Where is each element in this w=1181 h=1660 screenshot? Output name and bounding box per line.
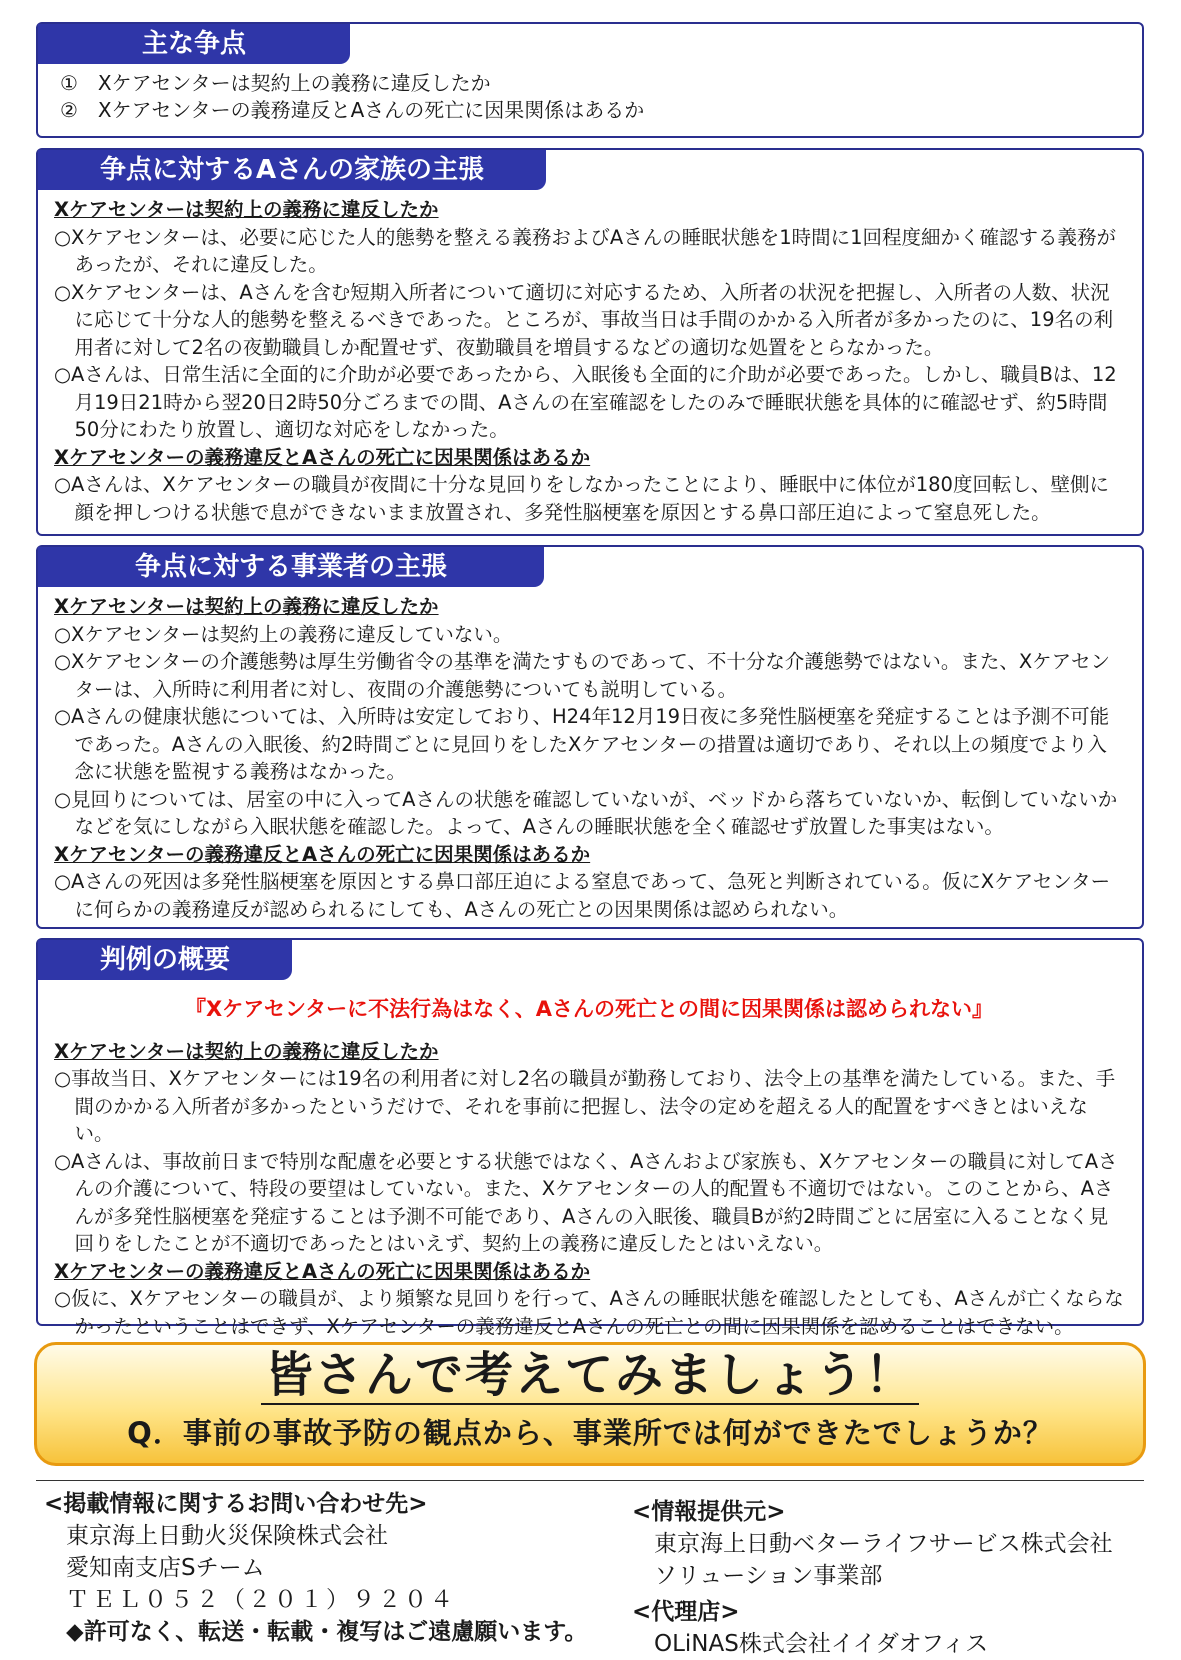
issues-section bbox=[36, 22, 1144, 138]
provider-company: 東京海上日動ベターライフサービス株式会社 bbox=[654, 1531, 1113, 1557]
discussion-banner bbox=[34, 1342, 1146, 1466]
family-para: ○Aさんは、Xケアセンターの職員が夜間に十分な見回りをしなかったことにより、睡眠中に体位が180度回転し、壁側に顔を押しつける状態で息ができないまま放置され、多発性脳梗塞を原因とする鼻口部圧迫によって窒息死した。 bbox=[54, 473, 1109, 524]
operator-subheading-duty: Xケアセンターは契約上の義務に違反したか bbox=[54, 595, 439, 618]
operator-subheading-causation: Xケアセンターの義務違反とAさんの死亡に因果関係はあるか bbox=[54, 842, 591, 866]
provider-info bbox=[632, 1496, 1113, 1660]
ruling-body bbox=[54, 990, 1124, 1340]
family-claim-header: 争点に対するAさんの家族の主張 bbox=[38, 150, 546, 190]
banner-question: Q．事前の事故予防の観点から、事業所では何ができたでしょうか？ bbox=[127, 1416, 1053, 1450]
footer-divider bbox=[36, 1480, 1144, 1481]
operator-para: ○見回りについては、居室の中に入ってAさんの状態を確認していないが、ベッドから落ちていないか、転倒していないかなどを気にしながら入眠状態を確認した。よって、Aさんの睡眠状態を全く確認せず放置した事実はない。 bbox=[54, 787, 1118, 838]
operator-para: ○Xケアセンターは契約上の義務に違反していない。 bbox=[54, 622, 513, 646]
family-para: ○Aさんは、日常生活に全面的に介助が必要であったから、入眠後も全面的に介助が必要であった。しかし、職員Bは、12月19日21時から翌20日2時50分ごろまでの間、Aさんの在室確認をしたのみで睡眠状態を具体的に確認せず、約5時間50分にわたり放置し、適切な対応をしなかった。 bbox=[54, 363, 1117, 441]
operator-para: ○Aさんの死因は多発性脳梗塞を原因とする鼻口部圧迫による窒息であって、急死と判断されている。仮にXケアセンターに何らかの義務違反が認められるにしても、Aさんの死亡との因果関係は認められない。 bbox=[54, 870, 1111, 921]
ruling-header: 判例の概要 bbox=[38, 940, 292, 980]
contact-tel: ＴＥＬ０５２（２０１）９２０４ bbox=[66, 1587, 456, 1613]
contact-heading: <掲載情報に関するお問い合わせ先> bbox=[44, 1491, 428, 1517]
family-subheading-duty: Xケアセンターは契約上の義務に違反したか bbox=[54, 198, 439, 221]
ruling-verdict: 『Xケアセンターに不法行為はなく、Aさんの死亡との間に因果関係は認められない』 bbox=[185, 997, 993, 1021]
agency-name: OLiNAS株式会社イイダオフィス bbox=[654, 1631, 989, 1657]
family-para: ○Xケアセンターは、Aさんを含む短期入所者について適切に対応するため、入所者の状況を把握し、入所者の人数、状況に応じて十分な人的態勢を整えるべきであった。ところが、事故当日は手間のかかる入所者が多かったのに、19名の利用者に対して2名の夜勤職員しか配置せず、夜勤職員を増員するなどの適切な処置をとらなかった。 bbox=[54, 280, 1114, 359]
issue-item: ① Xケアセンターは契約上の義務に違反したか bbox=[60, 71, 491, 95]
agency-heading: <代理店> bbox=[632, 1599, 740, 1625]
issues-header: 主な争点 bbox=[38, 24, 350, 64]
provider-heading: <情報提供元> bbox=[632, 1499, 786, 1525]
operator-claim-header: 争点に対する事業者の主張 bbox=[38, 547, 544, 587]
contact-company: 東京海上日動火災保険株式会社 bbox=[66, 1523, 388, 1549]
contact-info bbox=[44, 1488, 587, 1648]
provider-dept: ソリューション事業部 bbox=[654, 1563, 883, 1589]
ruling-section bbox=[36, 938, 1144, 1338]
ruling-para: ○Aさんは、事故前日まで特別な配慮を必要とする状態ではなく、Aさんおよび家族も、Xケアセンターの職員に対してAさんの介護について、特段の要望はしていない。また、Xケアセンターの人的配置も不適切ではない。このことから、Aさんが多発性脳梗塞を発症することは予測不可能であり、Aさんの入眠後、職員Bが約2時間ごとに居室に入ることなく見回りをしたことが不適切であったとはいえず、契約上の義務に違反したとはいえない。 bbox=[54, 1149, 1118, 1255]
family-claim-section bbox=[36, 148, 1144, 536]
operator-claim-section bbox=[36, 545, 1144, 929]
family-claim-body bbox=[54, 196, 1124, 526]
ruling-subheading-causation: Xケアセンターの義務違反とAさんの死亡に因果関係はあるか bbox=[54, 1259, 591, 1283]
contact-branch: 愛知南支店Sチーム bbox=[66, 1555, 265, 1581]
copy-notice: ◆許可なく、転送・転載・複写はご遠慮願います。 bbox=[66, 1619, 588, 1645]
ruling-para: ○仮に、Xケアセンターの職員が、より頻繁な見回りを行って、Aさんの睡眠状態を確認したとしても、Aさんが亡くならなかったということはできず、Xケアセンターの義務違反とAさんの死亡との間に因果関係を認めることはできない。 bbox=[54, 1287, 1124, 1338]
operator-claim-body bbox=[54, 593, 1124, 923]
ruling-para: ○事故当日、Xケアセンターには19名の利用者に対し2名の職員が勤務しており、法令上の基準を満たしている。また、手間のかかる入所者が多かったというだけで、それを事前に把握し、法令の定めを超える人的配置をすべきとはいえない。 bbox=[54, 1067, 1116, 1145]
family-subheading-causation: Xケアセンターの義務違反とAさんの死亡に因果関係はあるか bbox=[54, 445, 591, 469]
banner-title: 皆さんで考えてみましょう！ bbox=[261, 1347, 919, 1405]
issue-item: ② Xケアセンターの義務違反とAさんの死亡に因果関係はあるか bbox=[60, 98, 645, 122]
operator-para: ○Xケアセンターの介護態勢は厚生労働省令の基準を満たすものであって、不十分な介護態勢ではない。また、Xケアセンターは、入所時に利用者に対し、夜間の介護態勢についても説明している。 bbox=[54, 650, 1110, 701]
family-para: ○Xケアセンターは、必要に応じた人的態勢を整える義務およびAさんの睡眠状態を1時間に1回程度細かく確認する義務があったが、それに違反した。 bbox=[54, 225, 1117, 276]
operator-para: ○Aさんの健康状態については、入所時は安定しており、H24年12月19日夜に多発性脳梗塞を発症することは予測不可能であった。Aさんの入眠後、約2時間ごとに見回りをしたXケアセンターの措置は適切であり、それ以上の頻度でより入念に状態を監視する義務はなかった。 bbox=[54, 705, 1110, 783]
issues-list bbox=[60, 70, 1124, 124]
ruling-subheading-duty: Xケアセンターは契約上の義務に違反したか bbox=[54, 1039, 439, 1063]
